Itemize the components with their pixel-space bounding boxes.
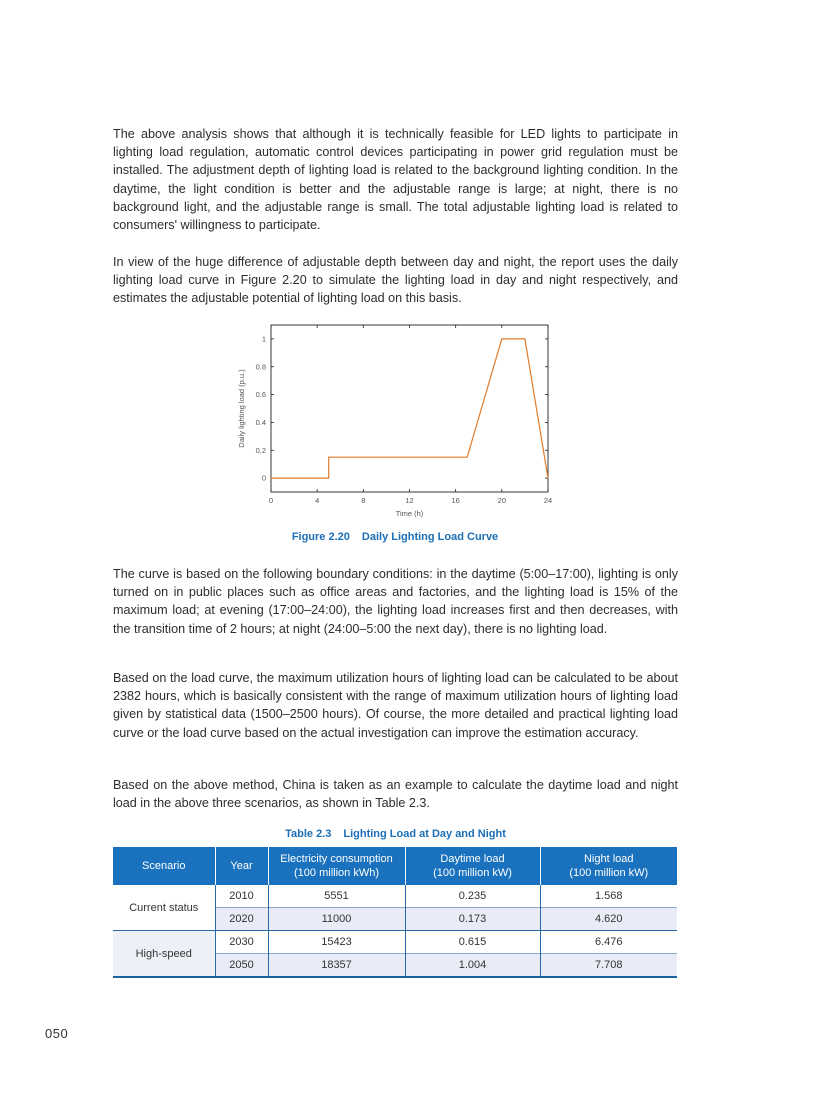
table-row bbox=[113, 931, 677, 954]
plot-area bbox=[271, 325, 548, 492]
x-tick-label: 12 bbox=[405, 496, 414, 505]
header-electricity: Electricity consumption (100 million kWh) bbox=[268, 847, 405, 885]
year-cell: 2020 bbox=[215, 908, 268, 931]
table-row bbox=[113, 885, 677, 908]
electricity-cell: 5551 bbox=[268, 885, 405, 908]
y-tick-label: 1 bbox=[261, 334, 266, 344]
electricity-cell: 18357 bbox=[268, 954, 405, 978]
electricity-cell: 11000 bbox=[268, 908, 405, 931]
line-chart-svg bbox=[225, 318, 565, 528]
night-load-cell: 4.620 bbox=[540, 908, 677, 931]
daytime-load-cell: 1.004 bbox=[405, 954, 540, 978]
figure-caption bbox=[0, 531, 790, 543]
scenario-cell: Current status bbox=[113, 885, 215, 931]
x-tick-label: 20 bbox=[497, 496, 507, 505]
table-header-row bbox=[113, 847, 677, 885]
lighting-load-table bbox=[113, 847, 677, 978]
paragraph-method-china: Based on the above method, China is taken as an example to calculate the daytime load and night load in the above three scenarios, as shown in Table 2.3. bbox=[113, 778, 678, 811]
night-load-cell: 6.476 bbox=[540, 931, 677, 954]
y-tick-label: 0.4 bbox=[255, 417, 266, 427]
scenario-cell: High-speed bbox=[113, 931, 215, 978]
table-caption bbox=[113, 828, 678, 840]
night-load-cell: 1.568 bbox=[540, 885, 677, 908]
paragraph-utilization-hours: Based on the load curve, the maximum utilization hours of lighting load can be calculated to be about 2382 hours, which is basically consistent with the range of maximum utilization hours of lighting load given by statistical data (1500–2500 hours). Of course, the more detailed and practical lighting load curve or the load curve based on the actual investigation can improve the estimation accuracy. bbox=[113, 671, 678, 740]
daytime-load-cell: 0.615 bbox=[405, 931, 540, 954]
page-number: 050 bbox=[45, 1026, 69, 1041]
x-tick-label: 4 bbox=[315, 496, 320, 505]
figure-title: Daily Lighting Load Curve bbox=[361, 531, 499, 543]
y-tick-label: 0.6 bbox=[255, 390, 266, 400]
x-tick-label: 0 bbox=[268, 496, 274, 505]
year-cell: 2050 bbox=[215, 954, 268, 978]
year-cell: 2010 bbox=[215, 885, 268, 908]
paragraph-day-night-difference: In view of the huge difference of adjustable depth between day and night, the report uses the daily lighting load curve in Figure 2.20 to simulate the lighting load in day and night respectively, and estimates the adjustable potential of lighting load on this basis. bbox=[113, 255, 678, 306]
x-axis-label: Time (h) bbox=[395, 509, 424, 518]
y-tick-label: 0 bbox=[261, 473, 266, 483]
x-tick-label: 24 bbox=[543, 496, 553, 505]
header-daytime-load: Daytime load (100 million kW) bbox=[405, 847, 540, 885]
y-axis-label: Daily lighting load (p.u.) bbox=[237, 369, 246, 448]
electricity-cell: 15423 bbox=[268, 931, 405, 954]
y-tick-label: 0.2 bbox=[255, 445, 266, 455]
daytime-load-cell: 0.173 bbox=[405, 908, 540, 931]
year-cell: 2030 bbox=[215, 931, 268, 954]
x-tick-label: 16 bbox=[451, 496, 460, 505]
y-tick-label: 0.8 bbox=[255, 362, 266, 372]
header-night-load: Night load (100 million kW) bbox=[540, 847, 677, 885]
header-scenario: Scenario bbox=[113, 847, 215, 885]
daily-lighting-load-chart bbox=[225, 318, 565, 528]
paragraph-led-analysis: The above analysis shows that although it is technically feasible for LED lights to participate in lighting load regulation, automatic control devices participating in power grid regulation must be installed. The adjustment depth of lighting load is related to the background lighting condition. In the daytime, the light condition is better and the adjustable range is large; at night, there is no background light, and the adjustable range is small. The total adjustable lighting load is related to consumers' willingness to participate. bbox=[113, 127, 678, 233]
figure-number: Figure 2.20 bbox=[291, 531, 350, 543]
night-load-cell: 7.708 bbox=[540, 954, 677, 978]
paragraph-boundary-conditions: The curve is based on the following boundary conditions: in the daytime (5:00–17:00), lighting is only turned on in public places such as office areas and factories, and the lighting load is 15% of the maximum load; at evening (17:00–24:00), the lighting load increases first and then decreases, with the transition time of 2 hours; at night (24:00–5:00 the next day), there is no lighting load. bbox=[113, 567, 678, 636]
daytime-load-cell: 0.235 bbox=[405, 885, 540, 908]
table-title: Lighting Load at Day and Night bbox=[343, 828, 506, 840]
table-number: Table 2.3 bbox=[285, 828, 332, 840]
header-year: Year bbox=[215, 847, 268, 885]
x-tick-label: 8 bbox=[361, 496, 366, 505]
